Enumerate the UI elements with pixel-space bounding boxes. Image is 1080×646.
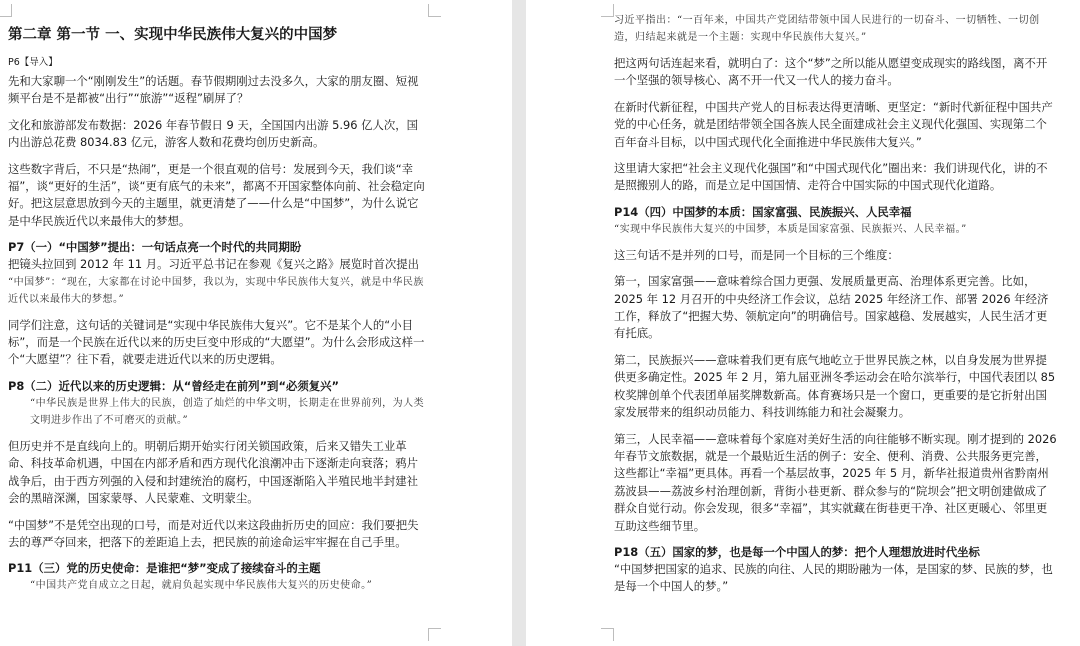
section-heading: P18（五）国家的梦，也是每一个中国人的梦：把个人理想放进时代坐标 bbox=[614, 544, 980, 559]
paragraph: 同学们注意，这句话的关键词是“实现中华民族伟大复兴”。它不是某个人的“小目标”，而是一个民族在近代以来的历史巨变中形成的“大愿望”。为什么会形成这样一个“大愿望”？往下看，就要走进近代以来的历史逻辑。 bbox=[8, 317, 425, 367]
margin-corner-mark bbox=[428, 628, 441, 641]
page-gap bbox=[512, 0, 526, 646]
quote: “实现中华民族伟大复兴的中国梦，本质是国家富强、民族振兴、人民幸福。” bbox=[614, 223, 967, 235]
paragraph: 在新时代新征程，中国共产党人的目标表达得更清晰、更坚定：“新时代新征程中国共产党的中心任务，就是团结带领全国各族人民全面建成社会主义现代化强国、实现第二个百年奋斗目标，以中国式现代化全面推进中华民族伟大复兴。” bbox=[614, 99, 1053, 149]
paragraph: “中国梦”不是凭空出现的口号，而是对近代以来这段曲折历史的回应：我们要把失去的尊严夺回来，把落下的差距追上去，把民族的前途命运牢牢握在自己手里。 bbox=[8, 517, 419, 549]
document-page-right bbox=[526, 0, 1080, 646]
quote: “中国梦”：“现在，大家都在讨论中国梦，我以为，实现中华民族伟大复兴，就是中华民族近代以来最伟大的梦想。” bbox=[8, 276, 424, 305]
paragraph: 这三句话不是并列的口号，而是同一个目标的三个维度： bbox=[614, 247, 899, 262]
paragraph: 文化和旅游部发布数据：2026 年春节假日 9 天，全国国内出游 5.96 亿人次，国内出游总花费 8034.83 亿元，游客人数和花费均创历史新高。 bbox=[8, 117, 419, 150]
paragraph: 但历史并不是直线向上的。明朝后期开始实行闭关锁国政策，后来又错失工业革命、科技革命机遇，中国在内部矛盾和西方现代化浪潮冲击下逐渐走向衰落；鸦片战争后，由于西方列强的入侵和封建统治的腐朽，中国逐渐陷入半殖民地半封建社会的黑暗深渊，国家蒙辱、人民蒙难、文明蒙尘。 bbox=[8, 438, 419, 506]
section-heading: P11（三）党的历史使命：是谁把“梦”变成了接续奋斗的主题 bbox=[8, 561, 321, 576]
margin-corner-mark bbox=[428, 4, 441, 17]
paragraph: 这些数字背后，不只是“热闹”，更是一个很直观的信号：发展到今天，我们谈“幸福”，谈“更好的生活”，谈“更有底气的未来”，都离不开国家整体向前、社会稳定向好。把这层意思放到今天的主题里，就更清楚了——什么是“中国梦”，为什么说它是中华民族近代以来最伟大的梦想。 bbox=[8, 161, 425, 228]
page-content bbox=[614, 12, 1058, 605]
slide-label: P6【导入】 bbox=[8, 57, 58, 68]
section-heading: P14（四）中国梦的本质：国家富强、民族振兴、人民幸福 bbox=[614, 204, 912, 219]
margin-corner-mark bbox=[601, 628, 614, 641]
paragraph: 这里请大家把“社会主义现代化强国”和“中国式现代化”圈出来：我们讲现代化，讲的不是照搬别人的路，而是立足中国国情、走符合中国实际的中国式现代化道路。 bbox=[614, 161, 1048, 193]
quote: “中国共产党自成立之日起，就肩负起实现中华民族伟大复兴的历史使命。” bbox=[30, 580, 373, 592]
paragraph: 先和大家聊一个“刚刚发生”的话题。春节假期刚过去没多久，大家的朋友圈、短视频平台是不是都被“出行”“旅游”“返程”刷屏了？ bbox=[8, 74, 419, 106]
section-heading: P7（一）“中国梦”提出：一句话点亮一个时代的共同期盼 bbox=[8, 240, 302, 255]
chapter-title: 第二章 第一节 一、实现中华民族伟大复兴的中国梦 bbox=[8, 27, 338, 43]
quote: “中华民族是世界上伟大的民族，创造了灿烂的中华文明，长期走在世界前列，为人类文明进步作出了不可磨灭的贡献。” bbox=[30, 397, 425, 426]
section-heading: P8（二）近代以来的历史逻辑：从“曾经走在前列”到“必须复兴” bbox=[8, 378, 339, 393]
paragraph: 把这两句话连起来看，就明白了：这个“梦”之所以能从愿望变成现实的路线图，离不开一个坚强的领导核心、离不开一代又一代人的接力奋斗。 bbox=[614, 56, 1048, 88]
paragraph: 第一，国家富强——意味着综合国力更强、发展质量更高、治理体系更完善。比如，2025 年 12 月召开的中央经济工作会议，总结 2025 年经济工作、部署 2026 年经济工作，释放了“把握大势、领航定向”的明确信号。国家越稳、发展越实，人民生活才更有托底。 bbox=[614, 274, 1049, 341]
quote: 习近平指出：“一百年来，中国共产党团结带领中国人民进行的一切奋斗、一切牺牲、一切创造，归结起来就是一个主题：实现中华民族伟大复兴。” bbox=[614, 15, 1040, 43]
paragraph: “中国梦把国家的追求、民族的向往、人民的期盼融为一体，是国家的梦、民族的梦，也是每一个中国人的梦。” bbox=[614, 561, 1053, 594]
paragraph: 第三，人民幸福——意味着每个家庭对美好生活的向往能够不断实现。刚才提到的 2026 年春节文旅数据，就是一个最贴近生活的例子：安全、便利、消费、公共服务更完善，这些都让“幸福”更具体。再看一个基层故事，2025 年 5 月，新华社报道贵州省黔南州荔波县——荔波乡村治理创新，背街小巷更新、群众参与的“院坝会”把文明创建做成了群众自觉行动。你会发现，很多“幸福”，其实就藏在街巷更干净、社区更暖心、邻里更互助这些细节里。 bbox=[614, 431, 1057, 533]
paragraph: 把镜头拉回到 2012 年 11 月。习近平总书记在参观《复兴之路》展览时首次提出 bbox=[8, 257, 420, 272]
margin-corner-mark bbox=[0, 4, 12, 17]
page-content bbox=[8, 24, 428, 603]
paragraph: 第二，民族振兴——意味着我们更有底气地屹立于世界民族之林，以自身发展为世界提供更多确定性。2025 年 2 月，第九届亚洲冬季运动会在哈尔滨举行，中国代表团以 85 枚奖牌创单个代表团单届奖牌数新高。体育赛场只是一个窗口，更重要的是它折射出国家发展带来的组织动员能力、科技训练能力和社会凝聚力。 bbox=[614, 352, 1056, 420]
margin-corner-mark bbox=[601, 4, 614, 17]
document-page-left bbox=[0, 0, 512, 646]
